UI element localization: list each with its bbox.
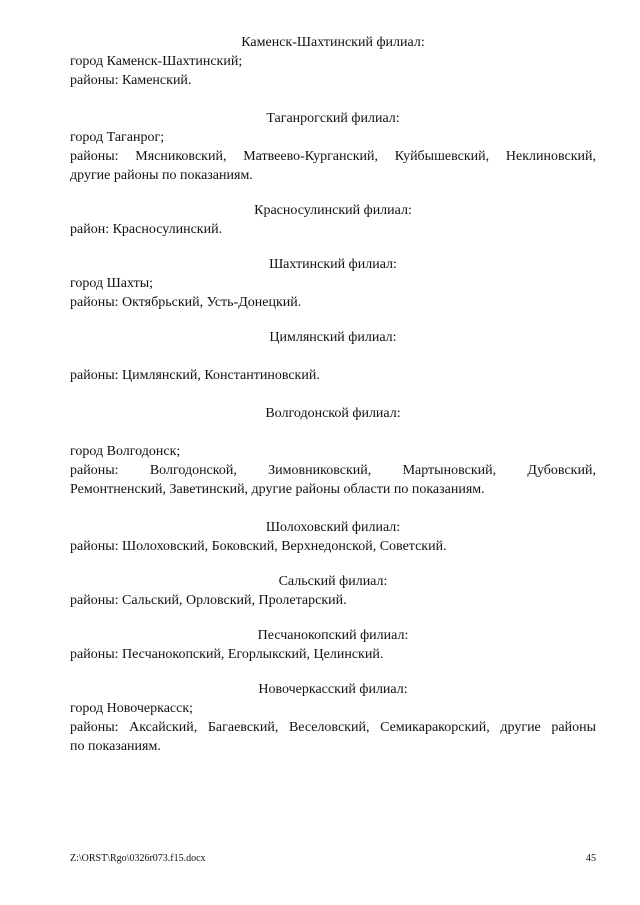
branch-section: [70, 328, 596, 385]
branch-heading: Шолоховский филиал:: [265, 520, 401, 535]
branch-line: район: Красносулинский.: [70, 222, 223, 237]
branch-line: Ремонтненский, Заветинский, другие районы области по показаниям.: [70, 482, 485, 497]
branch-heading: Сальский филиал:: [278, 574, 388, 589]
branch-line: районы: Каменский.: [70, 73, 192, 88]
document-page: [70, 33, 596, 756]
page-footer: [70, 853, 596, 865]
branch-line: город Шахты;: [70, 276, 154, 291]
branch-line: районы: Цимлянский, Константиновский.: [70, 368, 320, 383]
branch-heading: Красносулинский филиал:: [254, 203, 412, 218]
branch-line: другие районы по показаниям.: [70, 168, 253, 183]
branch-heading: Каменск-Шахтинский филиал:: [241, 35, 425, 50]
branch-section: [70, 201, 596, 239]
branch-word: районы:: [70, 463, 119, 478]
branch-line: город Волгодонск;: [70, 444, 181, 459]
branch-line: город Новочеркасск;: [70, 701, 194, 716]
branch-heading: Новочеркасский филиал:: [258, 682, 408, 697]
branch-section: [70, 255, 596, 312]
branch-line: город Каменск-Шахтинский;: [70, 54, 243, 69]
branch-word: Зимовниковский,: [268, 463, 372, 478]
branch-section: [70, 680, 596, 756]
branch-section: [70, 404, 596, 499]
branch-heading: Шахтинский филиал:: [269, 257, 397, 272]
branch-heading: Таганрогский филиал:: [266, 111, 400, 126]
branch-heading: Волгодонской филиал:: [265, 406, 401, 421]
branch-section: [70, 572, 596, 610]
page-number: 45: [586, 853, 596, 864]
branch-line: районы: Песчанокопский, Егорлыкский, Целинский.: [70, 647, 384, 662]
branch-line-justified: [70, 461, 596, 480]
branch-line: город Таганрог;: [70, 130, 165, 145]
branch-section: [70, 109, 596, 185]
branch-line: районы: Сальский, Орловский, Пролетарский.: [70, 593, 347, 608]
branch-line: районы: Шолоховский, Боковский, Верхнедонской, Советский.: [70, 539, 447, 554]
branch-line: районы: Октябрьский, Усть-Донецкий.: [70, 295, 302, 310]
branch-word: Волгодонской,: [149, 463, 237, 478]
branch-line: районы: Аксайский, Багаевский, Веселовский, Семикаракорский, другие районы: [70, 720, 596, 735]
branch-heading: Песчанокопский филиал:: [257, 628, 409, 643]
branch-section: [70, 626, 596, 664]
file-path: Z:\ORST\Rgo\0326r073.f15.docx: [70, 853, 206, 864]
branch-line: районы: Мясниковский, Матвеево-Курганский, Куйбышевский, Неклиновский,: [70, 149, 596, 164]
branch-word: Дубовский,: [527, 463, 596, 478]
branch-line: по показаниям.: [70, 739, 161, 754]
branch-heading: Цимлянский филиал:: [269, 330, 397, 345]
branch-word: Мартыновский,: [402, 463, 497, 478]
branch-section: [70, 518, 596, 556]
branch-section: [70, 33, 596, 90]
